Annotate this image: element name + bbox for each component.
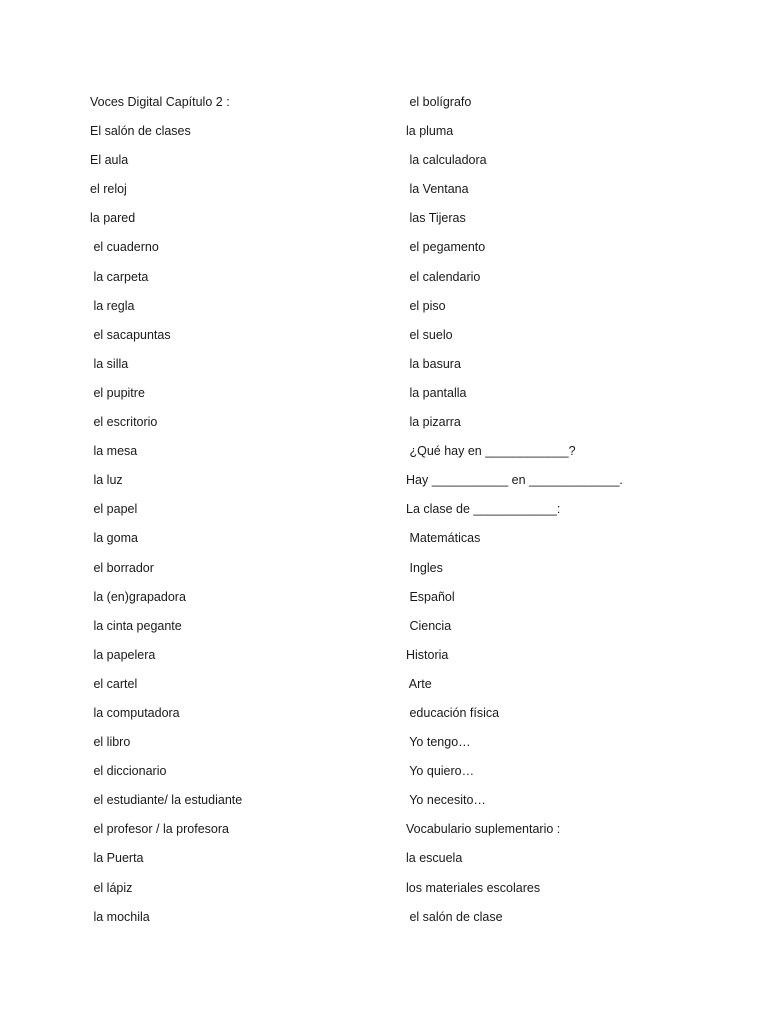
- vocabulary-line: la pantalla: [406, 385, 467, 400]
- vocabulary-line: el escritorio: [90, 415, 158, 430]
- vocabulary-line: la cinta pegante: [90, 618, 182, 633]
- vocabulary-line: la pared: [90, 211, 136, 226]
- vocabulary-line: la Ventana: [406, 182, 469, 197]
- vocabulary-line: el calendario: [406, 269, 481, 284]
- vocabulary-column-left: [90, 92, 390, 936]
- vocabulary-line: Matemáticas: [406, 531, 481, 546]
- vocabulary-line: el piso: [406, 298, 446, 313]
- vocabulary-line: Voces Digital Capítulo 2 :: [90, 95, 230, 109]
- vocabulary-line: Español: [406, 589, 455, 604]
- vocabulary-line: el papel: [90, 502, 138, 517]
- vocabulary-line: el profesor / la profesora: [90, 822, 229, 837]
- vocabulary-line: Arte: [406, 676, 432, 691]
- vocabulary-line: la mesa: [90, 444, 138, 459]
- vocabulary-line: El aula: [90, 153, 129, 168]
- vocabulary-line: Hay ___________ en _____________.: [406, 473, 623, 488]
- vocabulary-column-right: [406, 92, 736, 936]
- vocabulary-line: la goma: [90, 531, 138, 546]
- vocabulary-line: la computadora: [90, 705, 180, 720]
- vocabulary-line: el sacapuntas: [90, 327, 171, 342]
- vocabulary-line: el cartel: [90, 676, 138, 691]
- vocabulary-line: la silla: [90, 356, 129, 371]
- vocabulary-line: la luz: [90, 473, 123, 488]
- vocabulary-line: Historia: [406, 647, 449, 662]
- vocabulary-line: la regla: [90, 298, 135, 313]
- vocabulary-line: la (en)grapadora: [90, 589, 186, 604]
- vocabulary-line: Vocabulario suplementario :: [406, 822, 561, 837]
- vocabulary-line: el suelo: [406, 327, 453, 342]
- vocabulary-line: El salón de clases: [90, 124, 191, 139]
- vocabulary-line: el cuaderno: [90, 240, 159, 255]
- vocabulary-line: la carpeta: [90, 269, 149, 284]
- vocabulary-line: la Puerta: [90, 851, 144, 866]
- vocabulary-line: los materiales escolares: [406, 880, 541, 895]
- vocabulary-line: el lápiz: [90, 880, 133, 895]
- vocabulary-line: Yo necesito…: [406, 793, 486, 808]
- vocabulary-line: el diccionario: [90, 764, 167, 779]
- vocabulary-line: ¿Qué hay en ____________?: [406, 444, 576, 459]
- vocabulary-line: la basura: [406, 356, 461, 371]
- vocabulary-line: la mochila: [90, 909, 150, 924]
- vocabulary-line: la papelera: [90, 647, 156, 662]
- vocabulary-line: el reloj: [90, 182, 127, 197]
- vocabulary-line: el salón de clase: [406, 909, 503, 924]
- vocabulary-line: la calculadora: [406, 153, 487, 168]
- vocabulary-line: Yo tengo…: [406, 735, 471, 750]
- vocabulary-line: el pegamento: [406, 240, 486, 255]
- vocabulary-line: el libro: [90, 735, 131, 750]
- vocabulary-line: el pupitre: [90, 385, 145, 400]
- vocabulary-line: la pizarra: [406, 415, 461, 430]
- vocabulary-line: el bolígrafo: [406, 95, 472, 109]
- vocabulary-line: la escuela: [406, 851, 463, 866]
- vocabulary-line: Ingles: [406, 560, 443, 575]
- vocabulary-line: La clase de ____________:: [406, 502, 561, 517]
- vocabulary-line: la pluma: [406, 124, 454, 139]
- vocabulary-line: el borrador: [90, 560, 154, 575]
- vocabulary-line: Ciencia: [406, 618, 452, 633]
- vocabulary-line: el estudiante/ la estudiante: [90, 793, 243, 808]
- vocabulary-line: las Tijeras: [406, 211, 466, 226]
- vocabulary-line: Yo quiero…: [406, 764, 475, 779]
- vocabulary-line: educación física: [406, 705, 500, 720]
